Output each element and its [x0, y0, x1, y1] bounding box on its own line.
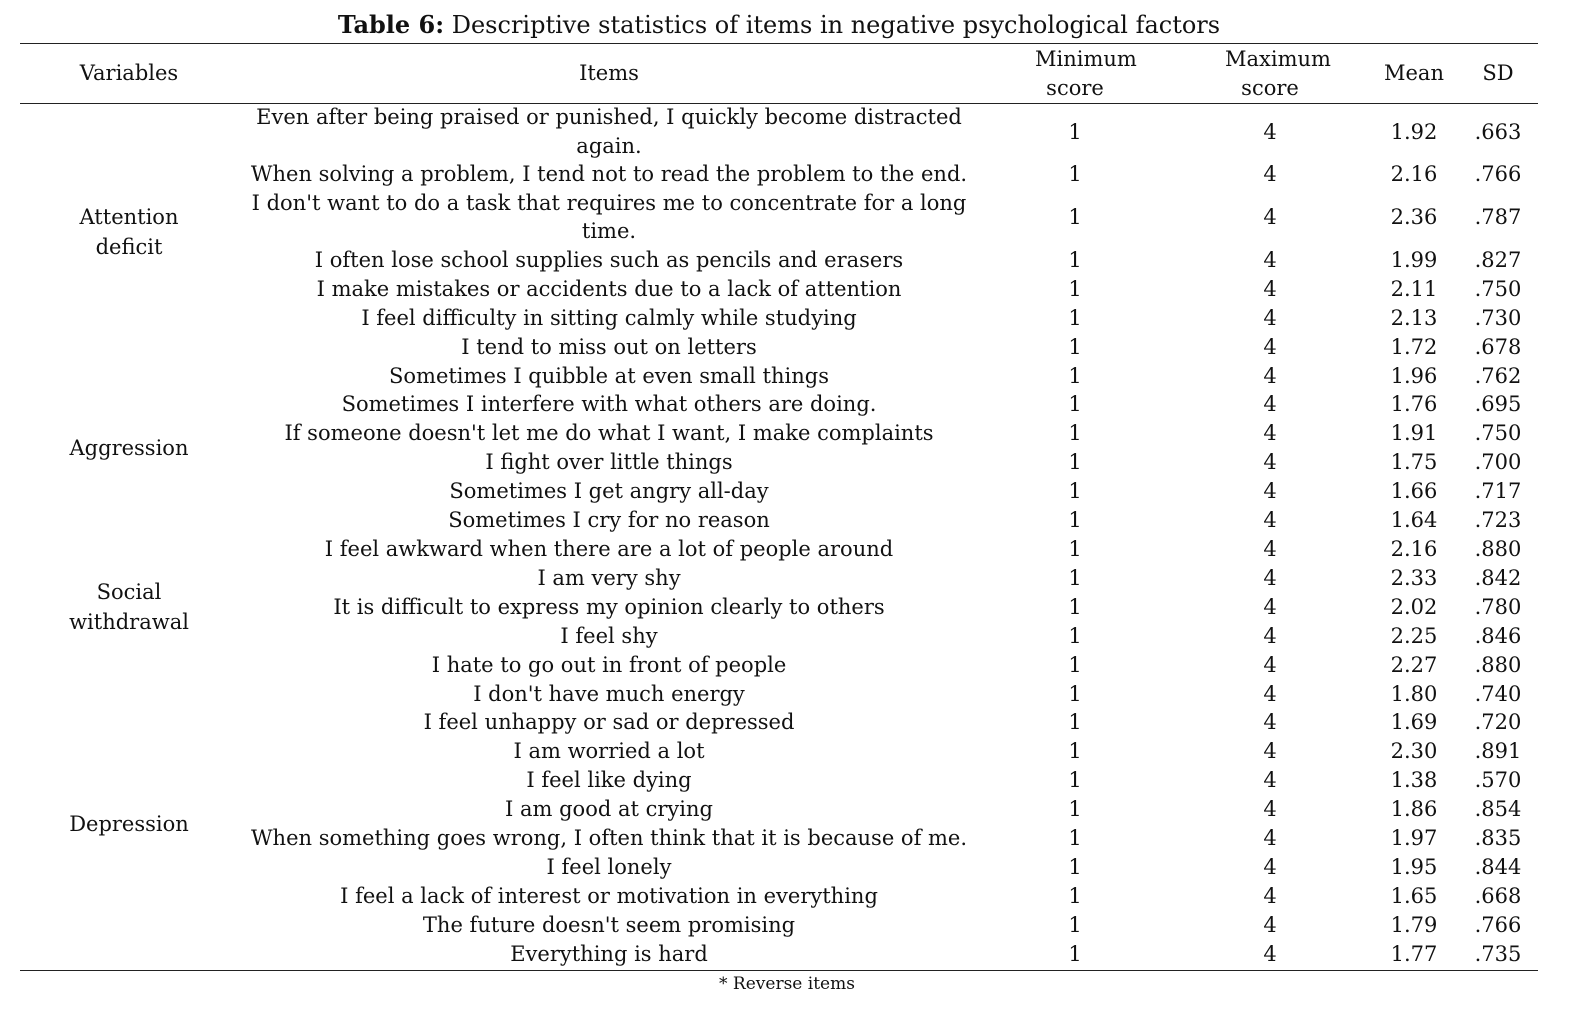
table-row: [20, 275, 1538, 304]
mean-cell: 1.97: [1390, 826, 1438, 851]
mean-cell: 2.16: [1390, 162, 1438, 186]
mean-cell: 1.38: [1390, 768, 1438, 793]
minimum-score-cell: 1: [1068, 681, 1082, 706]
minimum-score-cell: 1: [1068, 479, 1082, 504]
sd-cell: .750: [1474, 276, 1522, 301]
table-row: [20, 593, 1538, 622]
minimum-score-cell: 1: [1068, 652, 1082, 677]
header-sd: SD: [1482, 61, 1514, 85]
sd-cell: .695: [1474, 392, 1522, 417]
maximum-score-cell: 4: [1263, 162, 1277, 186]
maximum-score-cell: 4: [1263, 710, 1277, 735]
minimum-score-cell: 1: [1068, 912, 1082, 937]
sd-cell: .668: [1474, 883, 1522, 908]
table-row: [20, 708, 1538, 737]
item-text: Sometimes I interfere with what others are doing.: [341, 392, 877, 417]
minimum-score-cell: 1: [1068, 826, 1082, 851]
mean-cell: 1.95: [1390, 854, 1438, 879]
table-row: [20, 160, 1538, 189]
table-row: [20, 390, 1538, 419]
minimum-score-cell: 1: [1068, 392, 1082, 417]
sd-cell: .678: [1474, 334, 1522, 359]
table-row: [20, 304, 1538, 333]
minimum-score-cell: 1: [1068, 162, 1082, 186]
mean-cell: 1.96: [1390, 363, 1438, 388]
mean-cell: 1.64: [1390, 508, 1438, 533]
table-row: [20, 680, 1538, 709]
sd-cell: .854: [1474, 797, 1522, 822]
sd-cell: .880: [1474, 652, 1522, 677]
maximum-score-cell: 4: [1263, 392, 1277, 417]
descriptive-statistics-table: [20, 44, 1538, 969]
mean-cell: 1.99: [1390, 247, 1438, 272]
item-text: Even after being praised or punished, I quickly become distracted again.: [256, 105, 962, 158]
minimum-score-cell: 1: [1068, 594, 1082, 619]
table-row: [20, 362, 1538, 391]
item-text: I feel shy: [560, 623, 658, 648]
mean-cell: 2.33: [1390, 565, 1438, 590]
mean-cell: 2.30: [1390, 739, 1438, 764]
item-text: When solving a problem, I tend not to read the problem to the end.: [250, 162, 968, 186]
maximum-score-cell: 4: [1263, 334, 1277, 359]
header-maximum-score: Maximum score: [1225, 46, 1331, 100]
maximum-score-cell: 4: [1263, 479, 1277, 504]
item-text: I tend to miss out on letters: [461, 334, 757, 359]
item-text: I fight over little things: [485, 450, 733, 475]
table-row: [20, 564, 1538, 593]
item-text: I feel lonely: [546, 854, 672, 879]
table-row: [20, 882, 1538, 911]
item-text: I feel like dying: [526, 768, 692, 793]
item-text: I feel awkward when there are a lot of people around: [324, 536, 894, 561]
item-text: Sometimes I cry for no reason: [448, 508, 770, 533]
maximum-score-cell: 4: [1263, 797, 1277, 822]
maximum-score-cell: 4: [1263, 363, 1277, 388]
table-row: [20, 477, 1538, 506]
mean-cell: 2.25: [1390, 623, 1438, 648]
minimum-score-cell: 1: [1068, 739, 1082, 764]
mean-cell: 2.13: [1390, 305, 1438, 330]
mean-cell: 2.16: [1390, 536, 1438, 561]
sd-cell: .663: [1474, 119, 1522, 144]
sd-cell: .730: [1474, 305, 1522, 330]
sd-cell: .780: [1474, 594, 1522, 619]
sd-cell: .723: [1474, 508, 1522, 533]
item-text: I am worried a lot: [513, 739, 705, 764]
item-text: When something goes wrong, I often think that it is because of me.: [250, 826, 968, 851]
maximum-score-cell: 4: [1263, 204, 1277, 229]
sd-cell: .740: [1474, 681, 1522, 706]
item-text: I feel unhappy or sad or depressed: [423, 710, 795, 735]
item-text: I often lose school supplies such as pencils and erasers: [314, 247, 904, 272]
sd-cell: .735: [1474, 941, 1522, 966]
table-row: [20, 622, 1538, 651]
maximum-score-cell: 4: [1263, 883, 1277, 908]
table-row: [20, 103, 1538, 160]
maximum-score-cell: 4: [1263, 594, 1277, 619]
maximum-score-cell: 4: [1263, 941, 1277, 966]
table-row: [20, 824, 1538, 853]
sd-cell: .827: [1474, 247, 1522, 272]
minimum-score-cell: 1: [1068, 797, 1082, 822]
table-row: [20, 535, 1538, 564]
maximum-score-cell: 4: [1263, 276, 1277, 301]
item-text: If someone doesn't let me do what I want, I make complaints: [284, 421, 934, 446]
table-bottom-rule: [20, 970, 1538, 971]
item-text: I feel difficulty in sitting calmly while studying: [361, 305, 857, 330]
maximum-score-cell: 4: [1263, 739, 1277, 764]
table-body: [20, 103, 1538, 969]
item-text: I hate to go out in front of people: [431, 652, 787, 677]
item-text: I don't want to do a task that requires me to concentrate for a long time.: [251, 190, 967, 244]
table-row: [20, 651, 1538, 680]
item-text: I feel a lack of interest or motivation in everything: [340, 883, 878, 908]
mean-cell: 1.65: [1390, 883, 1438, 908]
mean-cell: 1.86: [1390, 797, 1438, 822]
minimum-score-cell: 1: [1068, 450, 1082, 475]
maximum-score-cell: 4: [1263, 826, 1277, 851]
variable-group-label: Attention deficit: [79, 205, 179, 260]
table-row: [20, 911, 1538, 940]
item-text: Sometimes I get angry all-day: [449, 479, 769, 504]
maximum-score-cell: 4: [1263, 912, 1277, 937]
table-row: [20, 766, 1538, 795]
maximum-score-cell: 4: [1263, 854, 1277, 879]
maximum-score-cell: 4: [1263, 681, 1277, 706]
sd-cell: .880: [1474, 536, 1522, 561]
table-row: [20, 795, 1538, 824]
minimum-score-cell: 1: [1068, 119, 1082, 144]
minimum-score-cell: 1: [1068, 334, 1082, 359]
minimum-score-cell: 1: [1068, 623, 1082, 648]
sd-cell: .762: [1474, 363, 1522, 388]
table-row: [20, 506, 1538, 535]
minimum-score-cell: 1: [1068, 710, 1082, 735]
mean-cell: 1.75: [1390, 450, 1438, 475]
table-row: [20, 940, 1538, 969]
item-text: I make mistakes or accidents due to a lack of attention: [316, 276, 902, 301]
mean-cell: 2.02: [1390, 594, 1438, 619]
sd-cell: .717: [1474, 479, 1522, 504]
mean-cell: 2.11: [1390, 276, 1438, 301]
minimum-score-cell: 1: [1068, 204, 1082, 229]
header-mean: Mean: [1384, 61, 1444, 85]
item-text: I don't have much energy: [473, 681, 745, 706]
minimum-score-cell: 1: [1068, 421, 1082, 446]
sd-cell: .846: [1474, 623, 1522, 648]
table-row: [20, 419, 1538, 448]
minimum-score-cell: 1: [1068, 768, 1082, 793]
variable-group-label: Social withdrawal: [69, 580, 189, 635]
minimum-score-cell: 1: [1068, 247, 1082, 272]
minimum-score-cell: 1: [1068, 854, 1082, 879]
maximum-score-cell: 4: [1263, 768, 1277, 793]
mean-cell: 1.69: [1390, 710, 1438, 735]
minimum-score-cell: 1: [1068, 883, 1082, 908]
mean-cell: 2.27: [1390, 652, 1438, 677]
table-footnote: * Reverse items: [719, 974, 855, 994]
sd-cell: .700: [1474, 450, 1522, 475]
maximum-score-cell: 4: [1263, 652, 1277, 677]
variable-group-label: Aggression: [69, 436, 189, 461]
table-caption-label: Table 6:: [337, 10, 445, 39]
sd-cell: .766: [1474, 162, 1522, 186]
maximum-score-cell: 4: [1263, 119, 1277, 144]
mean-cell: 1.79: [1390, 912, 1438, 937]
header-variables: Variables: [79, 61, 179, 85]
table-row: [20, 189, 1538, 246]
sd-cell: .570: [1474, 768, 1522, 793]
mean-cell: 1.66: [1390, 479, 1438, 504]
maximum-score-cell: 4: [1263, 623, 1277, 648]
variable-group-label: Depression: [69, 812, 189, 837]
sd-cell: .844: [1474, 854, 1522, 879]
maximum-score-cell: 4: [1263, 508, 1277, 533]
minimum-score-cell: 1: [1068, 508, 1082, 533]
sd-cell: .842: [1474, 565, 1522, 590]
item-text: The future doesn't seem promising: [422, 912, 796, 937]
minimum-score-cell: 1: [1068, 305, 1082, 330]
table-row: [20, 333, 1538, 362]
table-row: [20, 737, 1538, 766]
table-caption-text: Descriptive statistics of items in negative psychological factors: [451, 11, 1221, 39]
mean-cell: 1.77: [1390, 941, 1438, 966]
maximum-score-cell: 4: [1263, 450, 1277, 475]
table-header-row: [20, 44, 1538, 103]
maximum-score-cell: 4: [1263, 536, 1277, 561]
sd-cell: .720: [1474, 710, 1522, 735]
minimum-score-cell: 1: [1068, 276, 1082, 301]
item-text: I am very shy: [537, 565, 681, 590]
maximum-score-cell: 4: [1263, 305, 1277, 330]
minimum-score-cell: 1: [1068, 363, 1082, 388]
maximum-score-cell: 4: [1263, 565, 1277, 590]
item-text: Sometimes I quibble at even small things: [389, 363, 829, 388]
mean-cell: 1.76: [1390, 392, 1438, 417]
header-minimum-score: Minimum score: [1035, 46, 1137, 100]
minimum-score-cell: 1: [1068, 565, 1082, 590]
mean-cell: 1.92: [1390, 119, 1438, 144]
table-row: [20, 246, 1538, 275]
table-row: [20, 448, 1538, 477]
maximum-score-cell: 4: [1263, 247, 1277, 272]
table-row: [20, 853, 1538, 882]
mean-cell: 1.91: [1390, 421, 1438, 446]
sd-cell: .835: [1474, 826, 1522, 851]
sd-cell: .750: [1474, 421, 1522, 446]
sd-cell: .891: [1474, 739, 1522, 764]
table-caption: [0, 10, 1558, 40]
mean-cell: 1.72: [1390, 334, 1438, 359]
sd-cell: .766: [1474, 912, 1522, 937]
mean-cell: 1.80: [1390, 681, 1438, 706]
item-text: It is difficult to express my opinion clearly to others: [333, 594, 885, 619]
item-text: Everything is hard: [510, 941, 708, 966]
item-text: I am good at crying: [505, 797, 713, 822]
minimum-score-cell: 1: [1068, 941, 1082, 966]
mean-cell: 2.36: [1390, 204, 1438, 229]
header-items: Items: [579, 61, 639, 85]
maximum-score-cell: 4: [1263, 421, 1277, 446]
sd-cell: .787: [1474, 204, 1522, 229]
minimum-score-cell: 1: [1068, 536, 1082, 561]
